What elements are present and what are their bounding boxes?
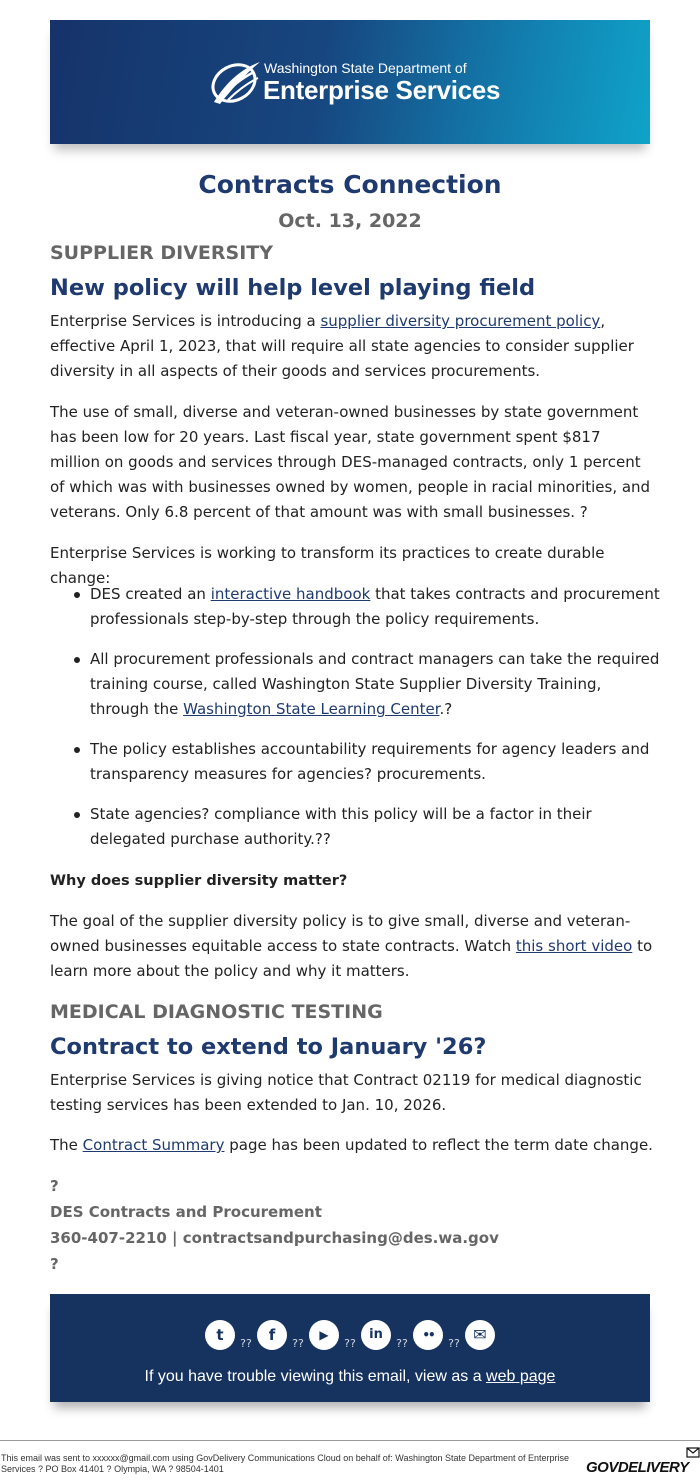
youtube-icon[interactable]: ▶	[309, 1320, 339, 1350]
social-separator: ??	[240, 1337, 252, 1350]
facebook-icon[interactable]: f	[257, 1320, 287, 1350]
bullet1-text-b: that takes contracts and procurement professionals step-by-step through the policy requirements.	[90, 585, 660, 628]
social-separator: ??	[396, 1337, 408, 1350]
swoosh-logo-icon	[208, 56, 266, 108]
supplier-diversity-policy-link[interactable]: supplier diversity procurement policy	[320, 312, 601, 330]
bullet2-text-a: All procurement professionals and contract managers can take the required training course, called Washington State Supplier Diversity Training, through the	[90, 650, 660, 718]
headline-contract-extend: Contract to extend to January '26?	[50, 1034, 487, 1060]
social-icons-row	[50, 1320, 650, 1352]
summary-text-a: The	[50, 1136, 83, 1154]
interactive-handbook-link[interactable]: interactive handbook	[210, 585, 371, 603]
paragraph-contract-summary	[50, 1133, 655, 1158]
social-separator: ??	[292, 1337, 304, 1350]
bullet2-text-b: .?	[439, 700, 453, 718]
flickr-icon[interactable]: ••	[413, 1320, 443, 1350]
paragraph-spending: The use of small, diverse and veteran-owned businesses by state government has been low for 20 years. Last fiscal year, state government spent $817 million on goods and services through DES-managed contracts, only 1 percent of which was with businesses owned by women, people in racial minorities, and veterans. Only 6.8 percent of that amount was with small businesses. ?	[50, 403, 651, 521]
bullet-item-compliance: State agencies? compliance with this policy will be a factor in their delegated purchase authority.??	[50, 802, 660, 852]
web-page-link[interactable]: web page	[486, 1368, 556, 1385]
section-label-medical: MEDICAL DIAGNOSTIC TESTING	[50, 1001, 383, 1023]
bullet-item-accountability: The policy establishes accountability requirements for agency leaders and transparency measures for agencies? procurements.	[50, 737, 660, 787]
summary-text-b: page has been updated to reflect the term date change.	[224, 1136, 653, 1154]
paragraph-transform: Enterprise Services is working to transform its practices to create durable change:	[50, 544, 605, 587]
intro-text-a: Enterprise Services is introducing a	[50, 312, 321, 330]
contact-spacer-bottom: ?	[50, 1255, 59, 1273]
goal-text-a: The goal of the supplier diversity policy is to give small, diverse and veteran-owned businesses equitable access to state contracts. Watch	[50, 912, 631, 955]
paragraph-intro	[50, 309, 655, 384]
email-icon[interactable]: ✉	[465, 1320, 495, 1350]
contract-summary-link[interactable]: Contract Summary	[82, 1136, 225, 1154]
contact-name: DES Contracts and Procurement	[50, 1203, 322, 1221]
bullet-item-handbook	[50, 582, 660, 632]
logo-line2: Enterprise Services	[263, 75, 501, 105]
social-separator: ??	[448, 1337, 460, 1350]
trouble-viewing-text	[50, 1368, 650, 1386]
govdelivery-envelope-icon	[686, 1445, 700, 1459]
social-separator: ??	[344, 1337, 356, 1350]
legal-footer	[0, 1440, 700, 1476]
legal-text: This email was sent to xxxxxx@gmail.com using GovDelivery Communications Cloud on behalf of: Washington State Department of Enterprise Services ? PO Box 41401 ? Olympia, WA ? 98504-1401	[1, 1453, 570, 1474]
newsletter-title: Contracts Connection	[198, 170, 502, 199]
trouble-text: If you have trouble viewing this email, view as a	[144, 1368, 487, 1385]
bullet-item-training	[50, 647, 660, 722]
paragraph-contract-notice: Enterprise Services is giving notice that Contract 02119 for medical diagnostic testing services has been extended to Jan. 10, 2026.	[50, 1071, 642, 1114]
contact-phone-email: 360-407-2210 | contractsandpurchasing@des.wa.gov	[50, 1229, 499, 1247]
section-label-supplier-diversity: SUPPLIER DIVERSITY	[50, 242, 273, 264]
intro-text-b: , effective April 1, 2023, that will require all state agencies to consider supplier diversity in all aspects of their goods and services procurements.	[50, 312, 634, 380]
subhead-why-matters: Why does supplier diversity matter?	[50, 873, 348, 889]
learning-center-link[interactable]: Washington State Learning Center	[183, 700, 440, 718]
contact-spacer-top: ?	[50, 1177, 59, 1195]
paragraph-goal	[50, 909, 655, 984]
contact-block	[50, 1173, 499, 1277]
linkedin-icon[interactable]: in	[361, 1320, 391, 1350]
des-logo[interactable]	[208, 56, 508, 112]
logo-line1: Washington State Department of	[264, 60, 467, 76]
goal-text-b: to learn more about the policy and why it matters.	[50, 937, 653, 980]
header-banner	[50, 20, 650, 144]
headline-new-policy: New policy will help level playing field	[50, 275, 536, 301]
bullet1-text-a: DES created an	[90, 585, 211, 603]
twitter-icon[interactable]: t	[205, 1320, 235, 1350]
newsletter-date: Oct. 13, 2022	[278, 210, 422, 232]
govdelivery-logo[interactable]: GOVDELIVERY	[586, 1459, 689, 1476]
short-video-link[interactable]: this short video	[515, 937, 633, 955]
footer-box	[50, 1294, 650, 1402]
